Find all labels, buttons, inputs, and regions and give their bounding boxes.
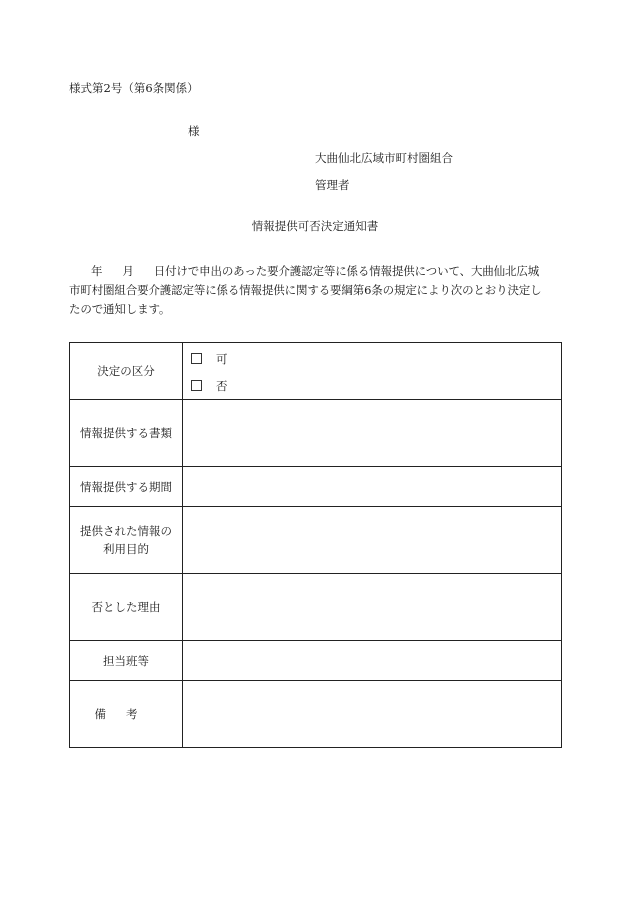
addressee-suffix: 様: [188, 124, 200, 138]
row-label-decision: 決定の区分: [70, 343, 183, 400]
checkbox-approve[interactable]: [191, 353, 202, 364]
table-row: [70, 343, 562, 400]
row-value-remarks[interactable]: [183, 681, 562, 748]
row-label-purpose: [70, 507, 183, 574]
row-value-purpose[interactable]: [183, 507, 562, 574]
row-label-purpose-line-1: 提供された情報の: [80, 524, 172, 538]
option-approve-label: 可: [216, 351, 228, 366]
option-approve[interactable]: [183, 345, 561, 372]
table-row: [70, 400, 562, 467]
table-row: [70, 467, 562, 507]
row-label-remarks: 備考: [70, 681, 183, 748]
table-row: [70, 507, 562, 574]
row-label-period: 情報提供する期間: [70, 467, 183, 507]
row-label-purpose-line-2: 利用目的: [103, 542, 149, 556]
row-value-period[interactable]: [183, 467, 562, 507]
document-title: 情報提供可否決定通知書: [251, 219, 379, 233]
row-value-denial-reason[interactable]: [183, 574, 562, 641]
body-line-2: 市町村圏組合要介護認定等に係る情報提供に関する要綱第6条の規定により次のとおり決定し: [69, 283, 542, 297]
row-label-denial-reason: 否とした理由: [70, 574, 183, 641]
decision-table: [69, 342, 562, 748]
table-row: [70, 641, 562, 681]
table-row: [70, 681, 562, 748]
sender-title: 管理者: [315, 178, 350, 192]
row-value-documents[interactable]: [183, 400, 562, 467]
month-label: 月: [122, 264, 134, 278]
body-paragraph: [69, 262, 565, 319]
option-deny[interactable]: [183, 372, 561, 399]
row-value-team[interactable]: [183, 641, 562, 681]
body-line-1: [69, 262, 565, 281]
form-number: 様式第2号（第6条関係）: [69, 81, 199, 95]
sender-organization: 大曲仙北広域市町村圏組合: [315, 151, 453, 165]
option-deny-label: 否: [216, 378, 228, 393]
row-label-documents: 情報提供する書類: [70, 400, 183, 467]
checkbox-deny[interactable]: [191, 380, 202, 391]
table-row: [70, 574, 562, 641]
year-label: 年: [91, 264, 103, 278]
body-line-1-text: 日付けで申出のあった要介護認定等に係る情報提供について、大曲仙北広城: [153, 264, 540, 278]
decision-options: [183, 343, 562, 400]
body-line-3: たので通知します。: [69, 302, 171, 316]
row-label-team: 担当班等: [70, 641, 183, 681]
